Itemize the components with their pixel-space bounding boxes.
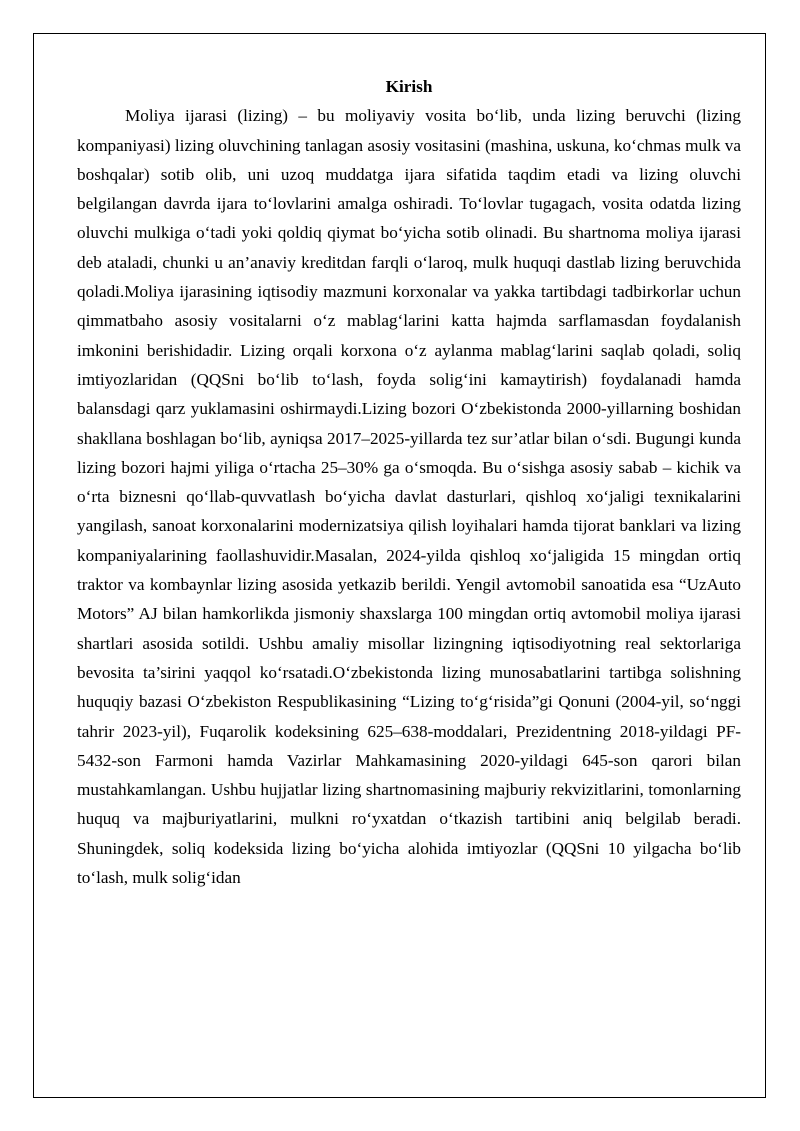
body-paragraph: Moliya ijarasi (lizing) – bu moliyaviy vosita boʻlib, unda lizing beruvchi (lizing kompaniyasi) lizing oluvchining tanlagan asosiy vositasini (mashina, uskuna, koʻchmas mulk va boshqalar) sotib olib, uni uzoq muddatga ijara sifatida taqdim etadi va lizing oluvchi belgilangan davrda ijara toʻlovlarini amalga oshiradi. Toʻlovlar tugagach, vosita odatda lizing oluvchi mulkiga oʻtadi yoki qoldiq qiymat boʻyicha sotib olinadi. Bu shartnoma moliya ijarasi deb ataladi, chunki u an’anaviy kreditdan farqli oʻlaroq, mulk huquqi dastlab lizing beruvchida qoladi.Moliya ijarasining iqtisodiy mazmuni korxonalar va yakka tartibdagi tadbirkorlar uchun qimmatbaho asosiy vositalarni oʻz mablagʻlarini katta hajmda sarflamasdan foydalanish imkonini berishidadir. Lizing orqali korxona oʻz aylanma mablagʻlarini saqlab qoladi, soliq imtiyozlaridan (QQSni boʻlib toʻlash, foyda soligʻini kamaytirish) foydalanadi hamda balansdagi qarz yuklamasini oshirmaydi.Lizing bozori Oʻzbekistonda 2000-yillarning boshidan shakllana boshlagan boʻlib, ayniqsa 2017–2025-yillarda tez sur’atlar bilan oʻsdi. Bugungi kunda lizing bozori hajmi yiliga oʻrtacha 25–30% ga oʻsmoqda. Bu oʻsishga asosiy sabab – kichik va oʻrta biznesni qoʻllab-quvvatlash boʻyicha davlat dasturlari, qishloq xoʻjaligi texnikalarini yangilash, sanoat korxonalarini modernizatsiya qilish loyihalari hamda tijorat banklari va lizing kompaniyalarining faollashuvidir.Masalan, 2024-yilda qishloq xoʻjaligida 15 mingdan ortiq traktor va kombaynlar lizing asosida yetkazib berildi. Yengil avtomobil sanoatida esa “UzAuto Motors” AJ bilan hamkorlikda jismoniy shaxslarga 100 mingdan ortiq avtomobil moliya ijarasi shartlari asosida sotildi. Ushbu amaliy misollar lizingning iqtisodiyotning real sektorlariga bevosita ta’sirini yaqqol koʻrsatadi.Oʻzbekistonda lizing munosabatlarini tartibga solishning huquqiy bazasi Oʻzbekiston Respublikasining “Lizing toʻgʻrisida”gi Qonuni (2004-yil, soʻnggi tahrir 2023-yil), Fuqarolik kodeksining 625–638-moddalari, Prezidentning 2018-yildagi PF-5432-son Farmoni hamda Vazirlar Mahkamasining 2020-yildagi 645-son qarori bilan mustahkamlangan. Ushbu hujjatlar lizing shartnomasining majburiy rekvizitlarini, tomonlarning huquq va majburiyatlarini, mulkni roʻyxatdan oʻtkazish tartibini aniq belgilab beradi. Shuningdek, soliq kodeksida lizing boʻyicha alohida imtiyozlar (QQSni 10 yilgacha boʻlib toʻlash, mulk soligʻidan	[77, 106, 741, 888]
document-title: Kirish	[385, 77, 433, 96]
document-body	[77, 72, 741, 892]
